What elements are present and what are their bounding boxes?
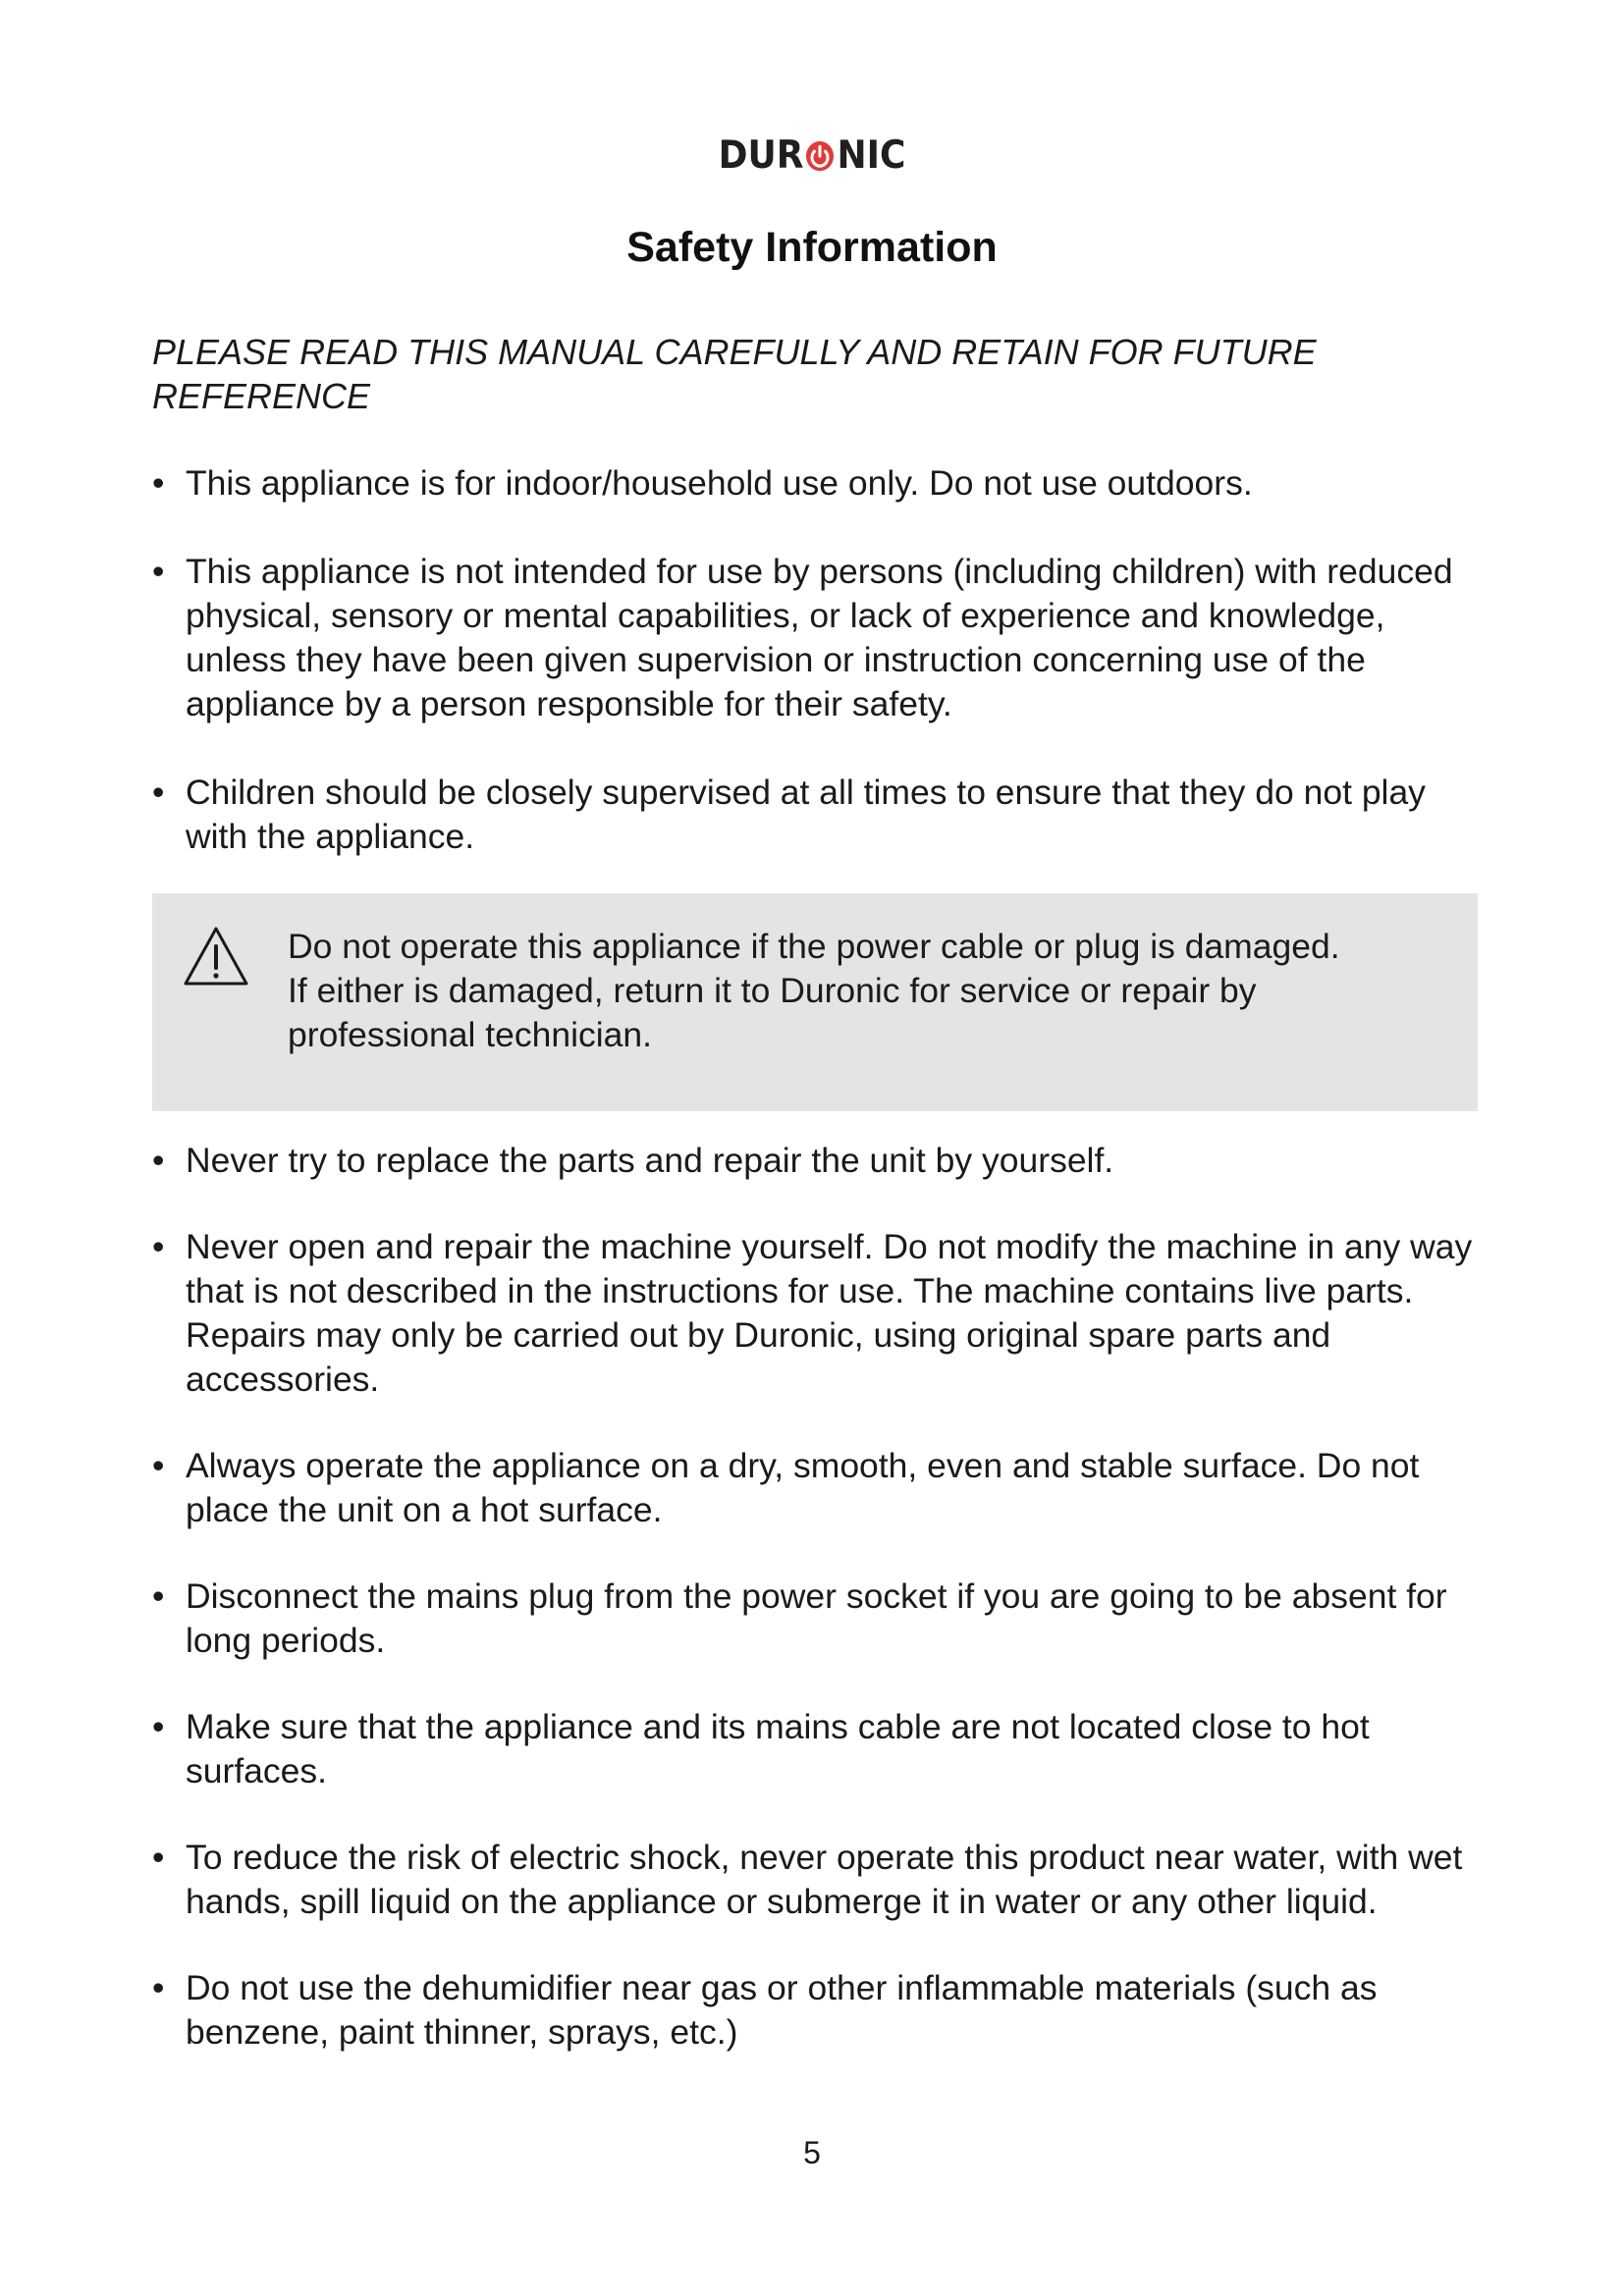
warning-triangle-icon	[182, 925, 250, 988]
bullet-icon: •	[152, 1707, 165, 1746]
safety-list-bottom	[152, 1139, 1488, 2055]
duronic-logo	[0, 133, 1624, 177]
list-item: • Never try to replace the parts and repair the unit by yourself.	[152, 1139, 1488, 1183]
list-item: • This appliance is not intended for use by persons (including children) with reduced physical, sensory or mental capabilities, or lack of experience and knowledge, unless they have been given supervision or instruction concerning use of the appliance by a person responsible for their safety.	[152, 552, 1453, 723]
list-item: • This appliance is for indoor/household use only. Do not use outdoors.	[152, 461, 1488, 506]
bullet-icon: •	[152, 1446, 165, 1485]
bullet-icon: •	[152, 1227, 165, 1266]
power-button-logo-icon	[804, 138, 836, 173]
logo-text-left: DUR	[718, 133, 804, 178]
safety-list-top	[152, 461, 1488, 859]
intro-notice: PLEASE READ THIS MANUAL CAREFULLY AND RETAIN FOR FUTURE REFERENCE	[152, 332, 1317, 416]
list-item: • Children should be closely supervised at all times to ensure that they do not play with the appliance.	[152, 773, 1426, 856]
bullet-icon: •	[152, 1141, 165, 1180]
list-item: • To reduce the risk of electric shock, never operate this product near water, with wet hands, spill liquid on the appliance or submerge it in water or any other liquid.	[152, 1838, 1463, 1921]
logo-text-right: NIC	[837, 133, 906, 178]
warning-line: Do not operate this appliance if the power cable or plug is damaged.	[288, 927, 1340, 966]
bullet-icon: •	[152, 773, 165, 812]
page-title: Safety Information	[626, 224, 998, 271]
list-item: • Make sure that the appliance and its mains cable are not located close to hot surfaces.	[152, 1707, 1370, 1790]
bullet-icon: •	[152, 1968, 165, 2007]
bullet-icon: •	[152, 552, 165, 591]
warning-text	[288, 925, 1446, 1057]
list-item: • Do not use the dehumidifier near gas or other inflammable materials (such as benzene, paint thinner, sprays, etc.)	[152, 1968, 1378, 2052]
warning-box	[152, 893, 1478, 1111]
warning-line: If either is damaged, return it to Duronic for service or repair by	[288, 971, 1257, 1010]
bullet-icon: •	[152, 463, 165, 503]
bullet-icon: •	[152, 1576, 165, 1616]
warning-line: professional technician.	[288, 1015, 652, 1054]
bullet-icon: •	[152, 1838, 165, 1877]
list-item: • Disconnect the mains plug from the power socket if you are going to be absent for long periods.	[152, 1576, 1447, 1660]
list-item: • Always operate the appliance on a dry, smooth, even and stable surface. Do not place the unit on a hot surface.	[152, 1446, 1420, 1529]
page-number: 5	[803, 2135, 821, 2170]
list-item: • Never open and repair the machine yourself. Do not modify the machine in any way that is not described in the instructions for use. The machine contains live parts. Repairs may only be carried out by Duronic, using original spare parts and accessories.	[152, 1227, 1473, 1399]
